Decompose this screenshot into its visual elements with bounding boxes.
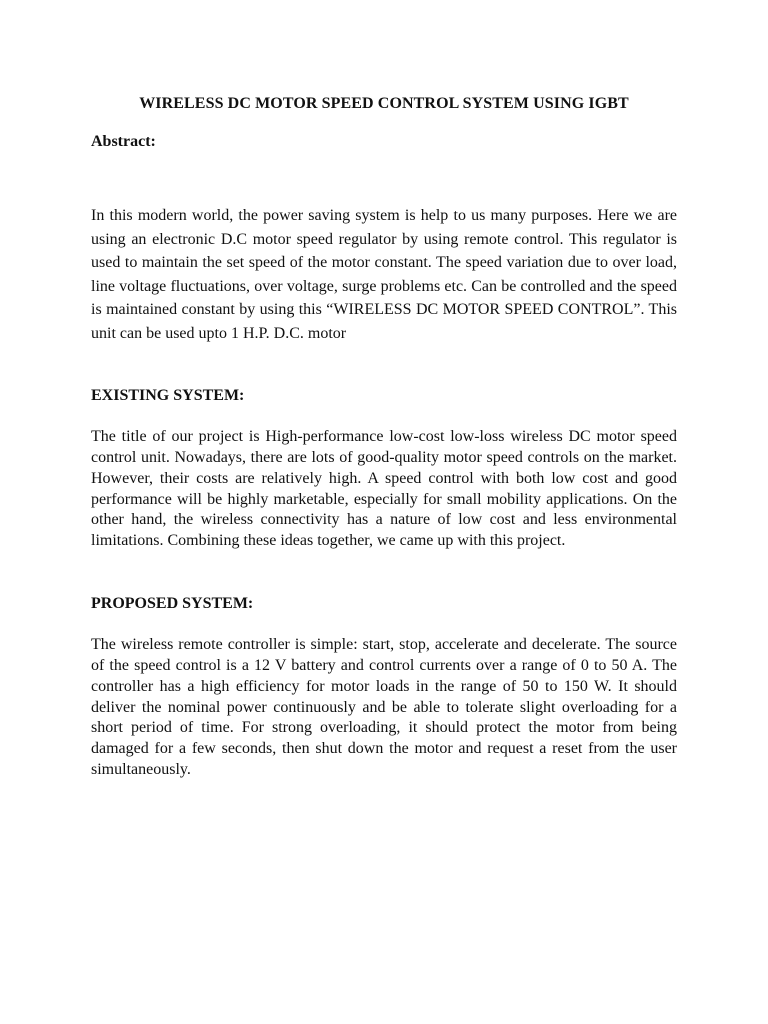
abstract-heading: Abstract: (91, 133, 156, 150)
document-title: WIRELESS DC MOTOR SPEED CONTROL SYSTEM USING IGBT (139, 95, 629, 112)
existing-system-heading: EXISTING SYSTEM: (91, 387, 245, 404)
proposed-system-paragraph: The wireless remote controller is simple: start, stop, accelerate and decelerate. The source of the speed control is a 12 V battery and control currents over a range of 0 to 50 A. The controller has a high efficiency for motor loads in the range of 50 to 150 W. It should deliver the nominal power continuously and be able to tolerate slight overloading for a short period of time. For strong overloading, it should protect the motor from being damaged for a few seconds, then shut down the motor and request a reset from the user simultaneously. (91, 636, 677, 779)
proposed-system-heading: PROPOSED SYSTEM: (91, 595, 254, 612)
existing-system-paragraph: The title of our project is High-performance low-cost low-loss wireless DC motor speed control unit. Nowadays, there are lots of good-quality motor speed controls on the market. However, their costs are relatively high. A speed control with both low cost and good performance will be highly marketable, especially for small mobility applications. On the other hand, the wireless connectivity has a nature of low cost and less environmental limitations. Combining these ideas together, we came up with this project. (91, 428, 677, 550)
abstract-paragraph: In this modern world, the power saving system is help to us many purposes. Here we are using an electronic D.C motor speed regulator by using remote control. This regulator is used to maintain the set speed of the motor constant. The speed variation due to over load, line voltage fluctuations, over voltage, surge problems etc. Can be controlled and the speed is maintained constant by using this “WIRELESS DC MOTOR SPEED CONTROL”. This unit can be used upto 1 H.P. D.C. motor (91, 207, 677, 342)
